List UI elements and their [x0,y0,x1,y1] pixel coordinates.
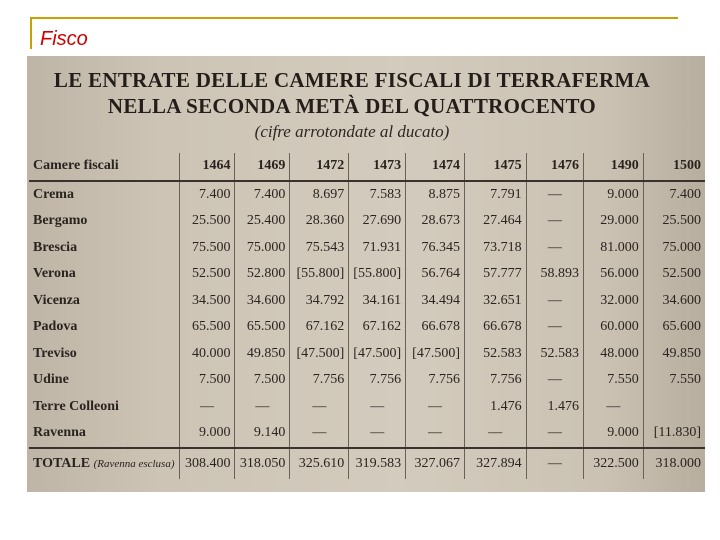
table-cell: 65.500 [179,314,235,341]
table-cell: — [349,420,406,448]
total-cell: 322.500 [584,448,644,479]
header-rule-tick [30,17,32,49]
table-cell: 60.000 [584,314,644,341]
table-row [29,208,705,235]
table-cell: [55.800] [349,261,406,288]
table-row [29,261,705,288]
table-cell: 25.400 [235,208,290,235]
table-cell: 9.000 [179,420,235,448]
table-cell: 52.583 [526,341,583,368]
table-row [29,394,705,421]
row-label: Vicenza [33,292,80,308]
table-cell: 49.850 [643,341,705,368]
table-cell: [47.500] [406,341,465,368]
column-header-label: Camere fiscali [29,153,179,181]
table-row [29,288,705,315]
table-cell: 7.550 [584,367,644,394]
total-cell: 325.610 [290,448,349,479]
table-cell: 56.764 [406,261,465,288]
table-cell: 71.931 [349,235,406,262]
table-cell: 7.550 [643,367,705,394]
table-cell: — [526,314,583,341]
row-label: Udine [33,372,69,388]
table-cell: 9.140 [235,420,290,448]
table-cell: 75.000 [235,235,290,262]
row-label: Treviso [33,345,77,361]
total-cell: 318.050 [235,448,290,479]
total-cell: 327.067 [406,448,465,479]
table-cell: 75.543 [290,235,349,262]
table-cell: 34.494 [406,288,465,315]
table-cell: 25.500 [643,208,705,235]
table-cell: — [235,394,290,421]
total-row [29,448,705,479]
table-cell: 67.162 [349,314,406,341]
row-label: Terre Colleoni [33,398,119,414]
table-cell: — [290,394,349,421]
total-cell: 319.583 [349,448,406,479]
table-cell: 52.500 [643,261,705,288]
table-cell: 28.673 [406,208,465,235]
table-row [29,314,705,341]
table-cell: 9.000 [584,420,644,448]
column-header-year: 1464 [179,153,235,181]
table-cell: — [349,394,406,421]
total-cell: 327.894 [464,448,526,479]
table-cell: 40.000 [179,341,235,368]
total-cell: — [526,448,583,479]
column-header-year: 1476 [526,153,583,181]
row-label: Brescia [33,239,78,255]
table-cell: 1.476 [526,394,583,421]
table-cell: 57.777 [464,261,526,288]
header-rule [30,17,678,19]
table-row [29,181,705,209]
table-cell: 1.476 [464,394,526,421]
table-cell: — [526,367,583,394]
table-cell: 7.400 [235,181,290,209]
table-cell: 48.000 [584,341,644,368]
table-cell: — [464,420,526,448]
table-cell: [11.830] [643,420,705,448]
total-label: TOTALE [33,455,91,471]
table-cell: — [526,181,583,209]
total-cell: 308.400 [179,448,235,479]
table-cell: 34.600 [643,288,705,315]
table-cell: — [526,288,583,315]
table-cell: 66.678 [464,314,526,341]
column-header-year: 1473 [349,153,406,181]
table-cell: 66.678 [406,314,465,341]
table-cell: 32.651 [464,288,526,315]
table-cell: 75.500 [179,235,235,262]
table-cell: 7.583 [349,181,406,209]
table-cell: [47.500] [290,341,349,368]
table-cell: 27.690 [349,208,406,235]
table-cell: 56.000 [584,261,644,288]
table-cell: 25.500 [179,208,235,235]
table-cell: 65.500 [235,314,290,341]
table-cell: — [584,394,644,421]
table-cell: 32.000 [584,288,644,315]
column-header-year: 1490 [584,153,644,181]
table-heading-line2: NELLA SECONDA METÀ DEL QUATTROCENTO [107,94,597,118]
revenue-table [29,153,705,479]
table-row [29,235,705,262]
column-header-year: 1500 [643,153,705,181]
table-cell: 34.792 [290,288,349,315]
table-cell: 49.850 [235,341,290,368]
table-cell: 52.583 [464,341,526,368]
table-cell: — [406,394,465,421]
table-cell: 34.500 [179,288,235,315]
table-heading-line1: LE ENTRATE DELLE CAMERE FISCALI DI TERRAFERMA [53,68,651,92]
table-cell: 73.718 [464,235,526,262]
table-cell: [55.800] [290,261,349,288]
table-cell: 7.400 [179,181,235,209]
total-note: (Ravenna esclusa) [93,457,175,470]
column-header-year: 1475 [464,153,526,181]
total-label-cell [29,448,179,479]
table-cell [643,394,705,421]
table-cell: [47.500] [349,341,406,368]
slide-title: Fisco [40,28,88,50]
column-header-year: 1469 [235,153,290,181]
row-label: Verona [33,266,76,282]
table-cell: 27.464 [464,208,526,235]
table-cell: — [526,420,583,448]
row-label: Ravenna [33,425,86,441]
column-header-year: 1474 [406,153,465,181]
table-row [29,367,705,394]
table-row [29,420,705,448]
table-cell: 7.756 [290,367,349,394]
table-cell: 8.697 [290,181,349,209]
table-cell: 7.500 [235,367,290,394]
table-cell: 7.400 [643,181,705,209]
column-header-year: 1472 [290,153,349,181]
table-cell: 34.600 [235,288,290,315]
row-label: Bergamo [33,213,88,229]
table-row [29,341,705,368]
table-cell: 81.000 [584,235,644,262]
table-cell: 65.600 [643,314,705,341]
table-cell: 7.756 [349,367,406,394]
table-cell: — [526,235,583,262]
table-cell: — [406,420,465,448]
row-label: Crema [33,186,74,202]
table-cell: 58.893 [526,261,583,288]
table-cell: 9.000 [584,181,644,209]
table-cell: — [290,420,349,448]
table-cell: 7.756 [406,367,465,394]
scanned-page-image [27,56,705,492]
table-cell: 52.500 [179,261,235,288]
table-cell: 8.875 [406,181,465,209]
table-cell: 34.161 [349,288,406,315]
table-cell: 76.345 [406,235,465,262]
table-cell: 7.756 [464,367,526,394]
table-subheading: (cifre arrotondate al ducato) [254,122,450,141]
table-cell: 28.360 [290,208,349,235]
table-cell: 75.000 [643,235,705,262]
row-label: Padova [33,319,78,335]
table-cell: 52.800 [235,261,290,288]
table-cell: 67.162 [290,314,349,341]
table-cell: — [526,208,583,235]
table-header-row [29,153,705,181]
total-cell: 318.000 [643,448,705,479]
table-cell: 7.791 [464,181,526,209]
table-cell: 29.000 [584,208,644,235]
table-cell: — [179,394,235,421]
table-cell: 7.500 [179,367,235,394]
